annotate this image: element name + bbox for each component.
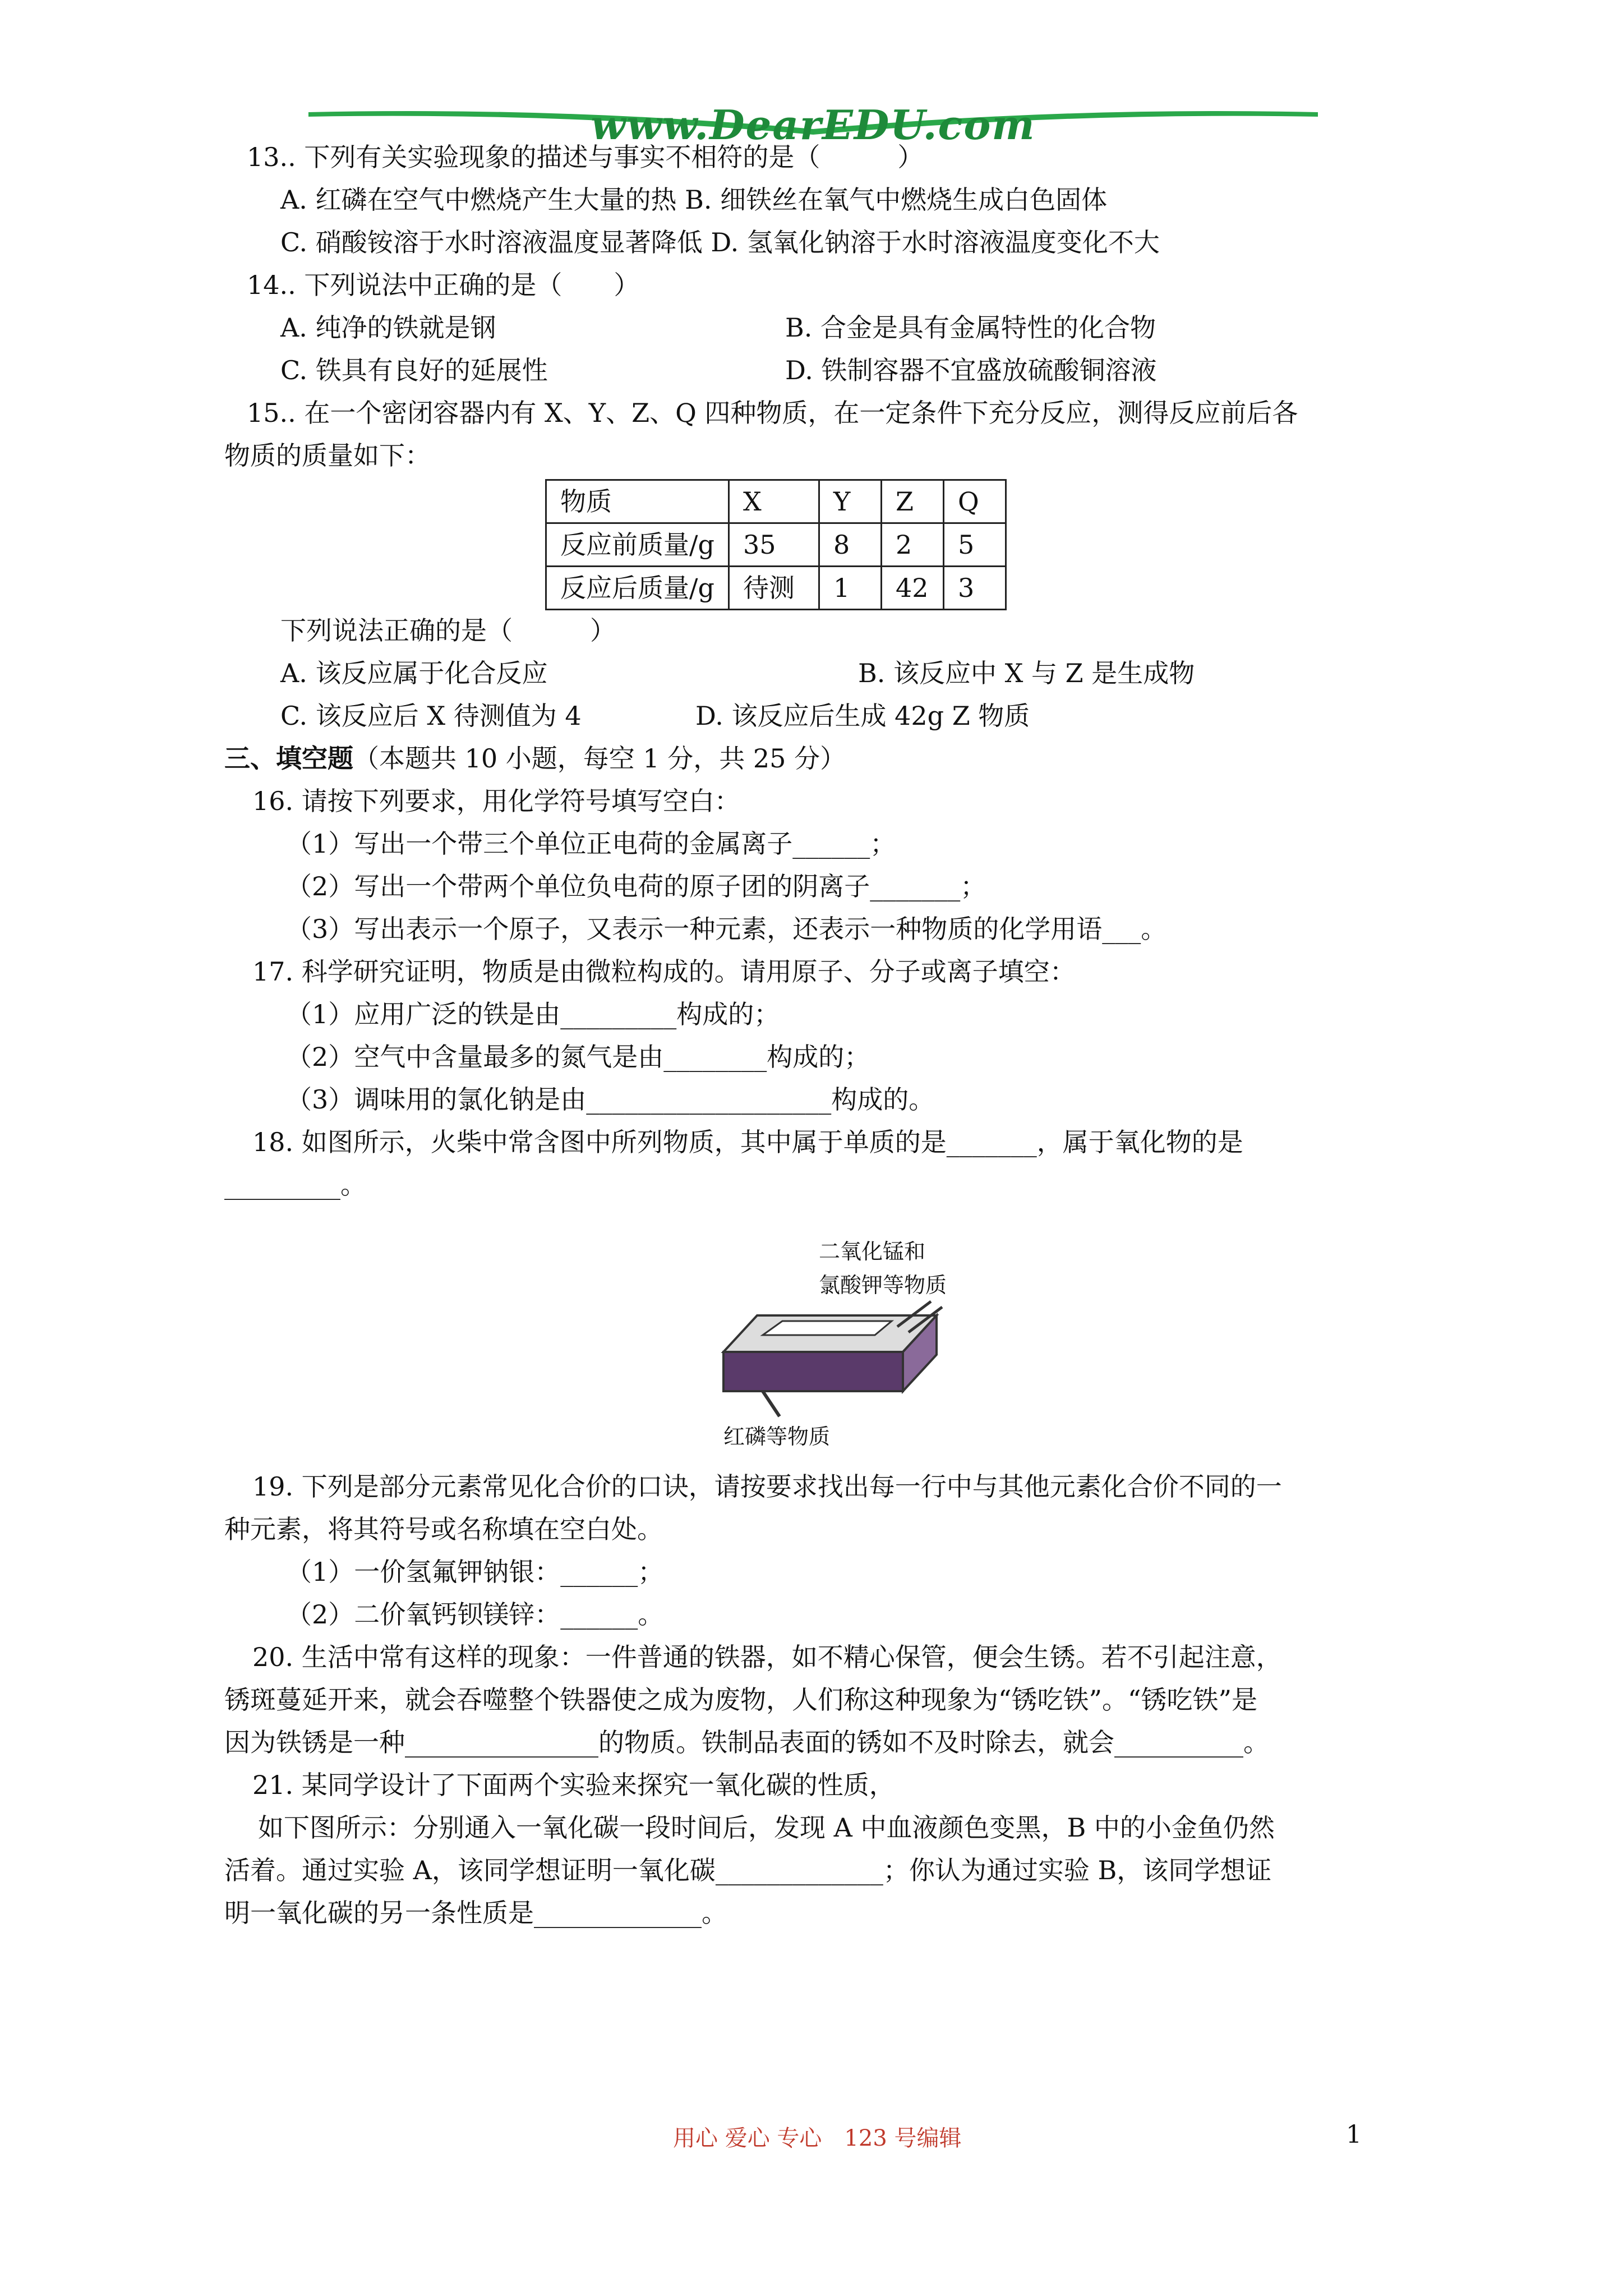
section-heading bbox=[224, 742, 846, 775]
q20-line3: 因为铁锈是一种_______________的物质。铁制品表面的锈如不及时除去，就会__________。 bbox=[224, 1727, 1269, 1757]
q15-mass-table bbox=[545, 479, 1007, 610]
q21-line2: 如下图所示：分别通入一氧化碳一段时间后，发现 A 中血液颜色变黑，B 中的小金鱼仍然 bbox=[258, 1812, 1275, 1843]
footer-text: 用心 爱心 专心 123 号编辑 bbox=[673, 2125, 962, 2151]
q17-sub2: （2）空气中含量最多的氮气是由________构成的； bbox=[286, 1042, 870, 1072]
q17-stem: 17. 科学研究证明，物质是由微粒构成的。请用原子、分子或离子填空： bbox=[252, 956, 1076, 987]
q18-stem-line1: 18. 如图所示，火柴中常含图中所列物质，其中属于单质的是_______，属于氧化物的是 bbox=[252, 1127, 1243, 1157]
q14-option-d: D. 铁制容器不宜盛放硫酸铜溶液 bbox=[785, 355, 1157, 385]
q15-option-d: D. 该反应后生成 42g Z 物质 bbox=[695, 701, 1030, 731]
fig-label-bottom: 红磷等物质 bbox=[723, 1424, 831, 1449]
table-cell: 35 bbox=[728, 523, 819, 567]
site-url[interactable]: www.DearEDU.com bbox=[591, 101, 1036, 149]
q14-stem: 14.. 下列说法中正确的是（ ） bbox=[247, 270, 640, 300]
q15-ask: 下列说法正确的是（ ） bbox=[280, 615, 616, 646]
q13-stem: 13.. 下列有关实验现象的描述与事实不相符的是（ ） bbox=[247, 142, 924, 172]
table-cell: 42 bbox=[881, 567, 943, 610]
fig-label-top-2: 氯酸钾等物质 bbox=[819, 1273, 947, 1297]
q15-option-a: A. 该反应属于化合反应 bbox=[280, 658, 548, 688]
q15-stem-line2: 物质的质量如下： bbox=[224, 440, 431, 471]
q21-line4: 明一氧化碳的另一条性质是_____________。 bbox=[224, 1898, 727, 1928]
table-cell: 8 bbox=[819, 523, 881, 567]
table-cell: Z bbox=[881, 480, 943, 523]
q19-stem-line2: 种元素，将其符号或名称填在空白处。 bbox=[224, 1514, 663, 1544]
matchbox-figure bbox=[707, 1223, 987, 1458]
q16-stem: 16. 请按下列要求，用化学符号填写空白： bbox=[252, 786, 740, 816]
table-cell: Y bbox=[819, 480, 881, 523]
table-cell: 3 bbox=[943, 567, 1006, 610]
table-cell: 5 bbox=[943, 523, 1006, 567]
q16-sub1: （1）写出一个带三个单位正电荷的金属离子______； bbox=[286, 829, 896, 859]
q16-sub3: （3）写出表示一个原子，又表示一种元素，还表示一种物质的化学用语___。 bbox=[286, 914, 1167, 944]
q14-option-a: A. 纯净的铁就是钢 bbox=[280, 312, 496, 343]
table-row bbox=[546, 523, 1006, 567]
q19-sub2: （2）二价氧钙钡镁锌：______。 bbox=[286, 1599, 664, 1630]
table-cell: 1 bbox=[819, 567, 881, 610]
q18-stem-line2: _________。 bbox=[224, 1170, 366, 1200]
q17-sub3: （3）调味用的氯化钠是由___________________构成的。 bbox=[286, 1084, 935, 1115]
q15-option-b: B. 该反应中 X 与 Z 是生成物 bbox=[858, 658, 1195, 688]
q20-line2: 锈斑蔓延开来，就会吞噬整个铁器使之成为废物，人们称这种现象为“锈吃铁”。“锈吃铁”是 bbox=[224, 1685, 1258, 1715]
q14-option-c: C. 铁具有良好的延展性 bbox=[280, 355, 548, 385]
q19-sub1: （1）一价氢氟钾钠银：______； bbox=[286, 1557, 664, 1587]
table-row bbox=[546, 480, 1006, 523]
q21-line3: 活着。通过实验 A，该同学想证明一氧化碳_____________；你认为通过实验 B，该同学想证 bbox=[224, 1855, 1272, 1885]
section-title: 三、填空题 bbox=[224, 743, 353, 774]
q20-line1: 20. 生活中常有这样的现象：一件普通的铁器，如不精心保管，便会生锈。若不引起注意， bbox=[252, 1642, 1282, 1672]
q19-stem-line1: 19. 下列是部分元素常见化合价的口诀，请按要求找出每一行中与其他元素化合价不同的一 bbox=[252, 1471, 1282, 1502]
q15-stem-line1: 15.. 在一个密闭容器内有 X、Y、Z、Q 四种物质，在一定条件下充分反应，测得反应前后各 bbox=[247, 398, 1298, 428]
q13-options-cd: C. 硝酸铵溶于水时溶液温度显著降低 D. 氢氧化钠溶于水时溶液温度变化不大 bbox=[280, 227, 1160, 257]
q14-option-b: B. 合金是具有金属特性的化合物 bbox=[785, 312, 1156, 343]
table-cell: 物质 bbox=[546, 480, 729, 523]
table-cell: 2 bbox=[881, 523, 943, 567]
q16-sub2: （2）写出一个带两个单位负电荷的原子团的阴离子_______； bbox=[286, 871, 986, 901]
page-number: 1 bbox=[1346, 2120, 1362, 2149]
q21-line1: 21. 某同学设计了下面两个实验来探究一氧化碳的性质， bbox=[252, 1770, 895, 1800]
table-cell: 待测 bbox=[728, 567, 819, 610]
q17-sub1: （1）应用广泛的铁是由_________构成的； bbox=[286, 999, 780, 1029]
section-note: （本题共 10 小题，每空 1 分，共 25 分） bbox=[353, 743, 846, 774]
table-cell: 反应后质量/g bbox=[546, 567, 729, 610]
table-cell: 反应前质量/g bbox=[546, 523, 729, 567]
q13-options-ab: A. 红磷在空气中燃烧产生大量的热 B. 细铁丝在氧气中燃烧生成白色固体 bbox=[280, 185, 1108, 215]
fig-label-top-1: 二氧化锰和 bbox=[819, 1239, 926, 1264]
q15-option-c: C. 该反应后 X 待测值为 4 bbox=[280, 701, 582, 731]
table-cell: Q bbox=[943, 480, 1006, 523]
table-cell: X bbox=[728, 480, 819, 523]
table-row bbox=[546, 567, 1006, 610]
